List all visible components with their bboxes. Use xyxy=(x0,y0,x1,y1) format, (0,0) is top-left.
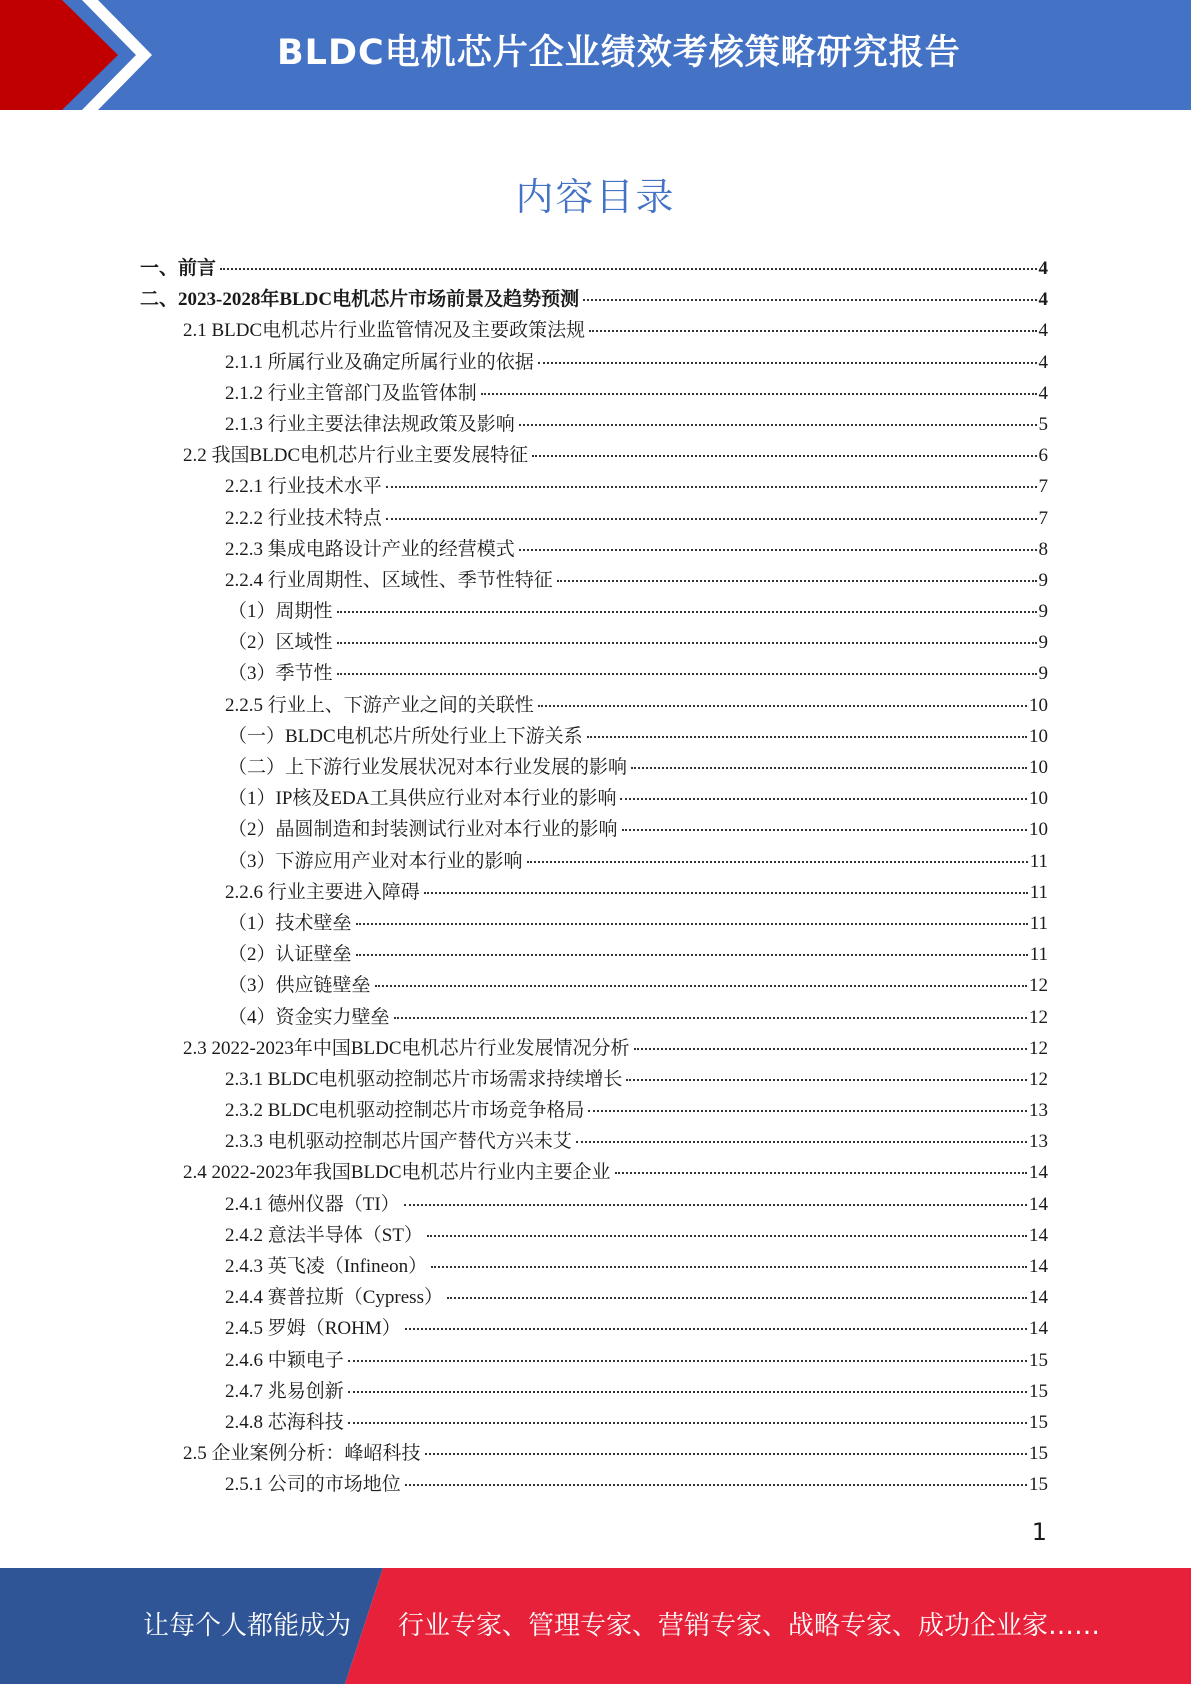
toc-entry-page: 4 xyxy=(1038,258,1048,279)
toc-dot-leader xyxy=(356,923,1028,925)
toc-dot-leader xyxy=(405,1328,1027,1330)
toc-entry[interactable] xyxy=(140,1469,1048,1500)
toc-dot-leader xyxy=(622,829,1027,831)
toc-entry-page: 4 xyxy=(1038,382,1048,404)
toc-entry-title: 2.2.5 行业上、下游产业之间的关联性 xyxy=(225,694,534,716)
toc-entry[interactable] xyxy=(140,1126,1048,1157)
toc-entry-title: （二）上下游行业发展状况对本行业发展的影响 xyxy=(228,757,628,778)
toc-entry-page: 9 xyxy=(1038,663,1048,685)
toc-entry-title: 2.3.3 电机驱动控制芯片国产替代方兴未艾 xyxy=(225,1131,572,1153)
toc-entry-title: 2.4.2 意法半导体（ST） xyxy=(225,1224,423,1246)
toc-entry[interactable] xyxy=(140,658,1048,689)
toc-entry-title: 2.4.6 中颖电子 xyxy=(225,1349,344,1371)
toc-dot-leader xyxy=(425,1453,1027,1455)
toc-entry[interactable] xyxy=(140,908,1048,939)
toc-dot-leader xyxy=(587,736,1027,738)
toc-entry[interactable] xyxy=(140,565,1048,596)
toc-entry-title: 2.2.3 集成电路设计产业的经营模式 xyxy=(225,538,515,560)
report-title: BLDC电机芯片企业绩效考核策略研究报告 xyxy=(277,33,961,73)
toc-entry[interactable] xyxy=(140,1220,1048,1251)
toc-entry-page: 15 xyxy=(1029,1443,1048,1465)
toc-entry[interactable] xyxy=(140,690,1048,721)
toc-dot-leader xyxy=(519,424,1037,426)
toc-entry[interactable] xyxy=(140,347,1048,378)
toc-entry[interactable] xyxy=(140,315,1048,346)
toc-entry-title: （3）季节性 xyxy=(228,663,333,685)
toc-entry[interactable] xyxy=(140,752,1048,783)
toc-dot-leader xyxy=(589,330,1036,332)
toc-entry-page: 14 xyxy=(1029,1162,1048,1184)
footer-slogan-left: 让每个人都能成为 xyxy=(143,1611,352,1641)
toc-entry-title: 2.4.1 德州仪器（TI） xyxy=(225,1193,400,1215)
toc-entry[interactable] xyxy=(140,1064,1048,1095)
toc-entry-page: 15 xyxy=(1029,1474,1048,1496)
toc-dot-leader xyxy=(538,362,1037,364)
toc-entry-page: 11 xyxy=(1029,944,1048,966)
toc-entry-page: 14 xyxy=(1029,1256,1048,1277)
toc-dot-leader xyxy=(337,611,1037,613)
toc-entry-page: 12 xyxy=(1029,1037,1048,1059)
toc-entry-page: 10 xyxy=(1029,694,1048,716)
toc-entry-page: 6 xyxy=(1038,445,1048,467)
toc-entry[interactable] xyxy=(140,1345,1048,1376)
toc-entry-title: 2.2.1 行业技术水平 xyxy=(225,476,382,498)
toc-dot-leader xyxy=(337,673,1037,675)
toc-dot-leader xyxy=(557,580,1037,582)
toc-dot-leader xyxy=(348,1391,1027,1393)
toc-dot-leader xyxy=(375,985,1027,987)
toc-entry[interactable] xyxy=(140,1438,1048,1469)
toc-entry-title: 2.4.8 芯海科技 xyxy=(225,1411,344,1433)
toc-entry-page: 9 xyxy=(1038,601,1048,623)
toc-entry[interactable] xyxy=(140,939,1048,970)
toc-dot-leader xyxy=(404,1204,1027,1206)
toc-entry-page: 10 xyxy=(1029,788,1048,810)
toc-entry[interactable] xyxy=(140,1282,1048,1313)
toc-entry-page: 14 xyxy=(1029,1193,1048,1215)
toc-entry-page: 4 xyxy=(1038,351,1048,373)
toc-entry-title: 2.3 2022-2023年中国BLDC电机芯片行业发展情况分析 xyxy=(183,1037,630,1059)
toc-entry-title: 二、2023-2028年BLDC电机芯片市场前景及趋势预测 xyxy=(140,289,580,311)
toc-dot-leader xyxy=(337,642,1037,644)
toc-entry[interactable] xyxy=(140,1407,1048,1438)
toc-entry-title: 2.2.4 行业周期性、区域性、季节性特征 xyxy=(225,569,553,591)
toc-entry-title: （1）IP核及EDA工具供应行业对本行业的影响 xyxy=(228,788,617,810)
toc-entry[interactable] xyxy=(140,1095,1048,1126)
toc-entry-title: 2.4 2022-2023年我国BLDC电机芯片行业内主要企业 xyxy=(183,1162,611,1184)
toc-dot-leader xyxy=(527,861,1028,863)
footer-slogan-right: 行业专家、管理专家、营销专家、战略专家、成功企业家…… xyxy=(398,1611,1101,1641)
toc-entry-title: 2.2.2 行业技术特点 xyxy=(225,507,382,529)
toc-dot-leader xyxy=(634,1048,1027,1050)
toc-entry-page: 15 xyxy=(1029,1411,1048,1433)
toc-entry-page: 14 xyxy=(1029,1287,1048,1309)
toc-dot-leader xyxy=(519,549,1037,551)
toc-entry-page: 11 xyxy=(1029,912,1048,934)
toc-dot-leader xyxy=(424,892,1028,894)
toc-entry-title: 2.1.3 行业主要法律法规政策及影响 xyxy=(225,413,515,435)
toc-entry-page: 11 xyxy=(1029,881,1048,903)
toc-entry-title: （3）供应链壁垒 xyxy=(228,975,371,997)
page-footer-band xyxy=(0,1568,1191,1684)
toc-entry-page: 12 xyxy=(1029,1068,1048,1090)
toc-dot-leader xyxy=(386,486,1037,488)
toc-entry[interactable] xyxy=(140,440,1048,471)
toc-entry-page: 10 xyxy=(1029,819,1048,841)
toc-entry-page: 14 xyxy=(1029,1318,1048,1340)
toc-entry-title: 2.3.1 BLDC电机驱动控制芯片市场需求持续增长 xyxy=(225,1068,623,1090)
toc-entry-page: 9 xyxy=(1038,632,1048,654)
toc-entry-title: 2.5 企业案例分析：峰岹科技 xyxy=(183,1443,421,1465)
toc-entry-title: （3）下游应用产业对本行业的影响 xyxy=(228,850,523,872)
toc-dot-leader xyxy=(532,455,1036,457)
toc-entry[interactable] xyxy=(140,1002,1048,1033)
toc-entry-title: 2.1.2 行业主管部门及监管体制 xyxy=(225,382,477,404)
toc-dot-leader xyxy=(405,1484,1027,1486)
toc-entry-title: 2.4.7 兆易创新 xyxy=(225,1380,344,1402)
toc-entry-page: 9 xyxy=(1038,569,1048,591)
toc-entry-title: （一）BLDC电机芯片所处行业上下游关系 xyxy=(228,725,583,747)
toc-entry[interactable] xyxy=(140,814,1048,845)
toc-entry[interactable] xyxy=(140,1313,1048,1344)
toc-dot-leader xyxy=(220,268,1036,270)
toc-entry[interactable] xyxy=(140,284,1048,315)
toc-entry-page: 12 xyxy=(1029,975,1048,997)
toc-entry-page: 12 xyxy=(1029,1006,1048,1028)
toc-entry-page: 5 xyxy=(1038,413,1048,435)
toc-dot-leader xyxy=(626,1079,1027,1081)
toc-dot-leader xyxy=(356,954,1028,956)
toc-entry-title: （1）周期性 xyxy=(228,601,333,623)
toc-entry-page: 14 xyxy=(1029,1224,1048,1246)
toc-dot-leader xyxy=(576,1141,1027,1143)
toc-entry-page: 11 xyxy=(1029,850,1048,872)
toc-entry-title: 2.4.4 赛普拉斯（Cypress） xyxy=(225,1287,443,1309)
toc-entry-title: （4）资金实力壁垒 xyxy=(228,1006,390,1028)
toc-entry-title: （2）区域性 xyxy=(228,632,333,654)
toc-entry-page: 4 xyxy=(1038,289,1048,311)
toc-entry[interactable] xyxy=(140,877,1048,908)
toc-entry[interactable] xyxy=(140,409,1048,440)
toc-entry-title: 2.4.3 英飞凌（Infineon） xyxy=(225,1256,428,1277)
toc-entry-title: 2.1 BLDC电机芯片行业监管情况及主要政策法规 xyxy=(183,320,586,342)
toc-entry[interactable] xyxy=(140,1033,1048,1064)
table-of-contents xyxy=(140,253,1048,1501)
toc-entry-page: 15 xyxy=(1029,1349,1048,1371)
toc-entry-title: 2.1.1 所属行业及确定所属行业的依据 xyxy=(225,351,534,373)
toc-entry-page: 15 xyxy=(1029,1380,1048,1402)
toc-entry[interactable] xyxy=(140,970,1048,1001)
toc-entry[interactable] xyxy=(140,1251,1048,1282)
toc-entry[interactable] xyxy=(140,1376,1048,1407)
toc-entry-title: 2.2.6 行业主要进入障碍 xyxy=(225,881,420,903)
toc-dot-leader xyxy=(394,1017,1027,1019)
toc-dot-leader xyxy=(348,1422,1027,1424)
toc-entry[interactable] xyxy=(140,846,1048,877)
toc-dot-leader xyxy=(615,1172,1027,1174)
toc-entry-page: 10 xyxy=(1029,725,1048,747)
toc-entry[interactable] xyxy=(140,596,1048,627)
toc-entry[interactable] xyxy=(140,1189,1048,1220)
toc-entry[interactable] xyxy=(140,1157,1048,1188)
toc-entry-page: 4 xyxy=(1038,320,1048,342)
toc-dot-leader xyxy=(386,518,1037,520)
toc-entry-title: 2.2 我国BLDC电机芯片行业主要发展特征 xyxy=(183,445,529,467)
toc-entry[interactable] xyxy=(140,783,1048,814)
toc-entry[interactable] xyxy=(140,503,1048,534)
toc-dot-leader xyxy=(620,798,1027,800)
toc-entry-page: 7 xyxy=(1038,507,1048,529)
toc-entry[interactable] xyxy=(140,253,1048,284)
toc-entry-title: 2.3.2 BLDC电机驱动控制芯片市场竞争格局 xyxy=(225,1100,585,1122)
toc-dot-leader xyxy=(538,705,1027,707)
toc-entry[interactable] xyxy=(140,534,1048,565)
toc-entry-title: （2）认证壁垒 xyxy=(228,944,352,966)
toc-entry-page: 7 xyxy=(1038,476,1048,498)
toc-entry-title: 一、前言 xyxy=(140,258,217,279)
toc-dot-leader xyxy=(481,393,1037,395)
toc-dot-leader xyxy=(431,1266,1027,1268)
toc-entry[interactable] xyxy=(140,627,1048,658)
toc-dot-leader xyxy=(583,299,1036,301)
page-number: 1 xyxy=(1031,1518,1047,1546)
toc-dot-leader xyxy=(588,1110,1027,1112)
toc-heading: 内容目录 xyxy=(515,175,676,219)
page-header-band xyxy=(0,0,1191,110)
toc-entry[interactable] xyxy=(140,471,1048,502)
toc-entry-title: 2.4.5 罗姆（ROHM） xyxy=(225,1318,401,1340)
toc-entry-title: 2.5.1 公司的市场地位 xyxy=(225,1474,401,1496)
toc-dot-leader xyxy=(447,1297,1027,1299)
toc-dot-leader xyxy=(348,1360,1027,1362)
toc-entry-page: 13 xyxy=(1029,1131,1048,1153)
toc-entry[interactable] xyxy=(140,721,1048,752)
toc-entry-page: 10 xyxy=(1029,757,1048,778)
toc-dot-leader xyxy=(631,767,1027,769)
toc-entry-title: （1）技术壁垒 xyxy=(228,912,352,934)
toc-entry-page: 13 xyxy=(1029,1100,1048,1122)
toc-entry-page: 8 xyxy=(1038,538,1048,560)
toc-entry-title: （2）晶圆制造和封装测试行业对本行业的影响 xyxy=(228,819,618,841)
toc-entry[interactable] xyxy=(140,378,1048,409)
toc-dot-leader xyxy=(427,1235,1027,1237)
